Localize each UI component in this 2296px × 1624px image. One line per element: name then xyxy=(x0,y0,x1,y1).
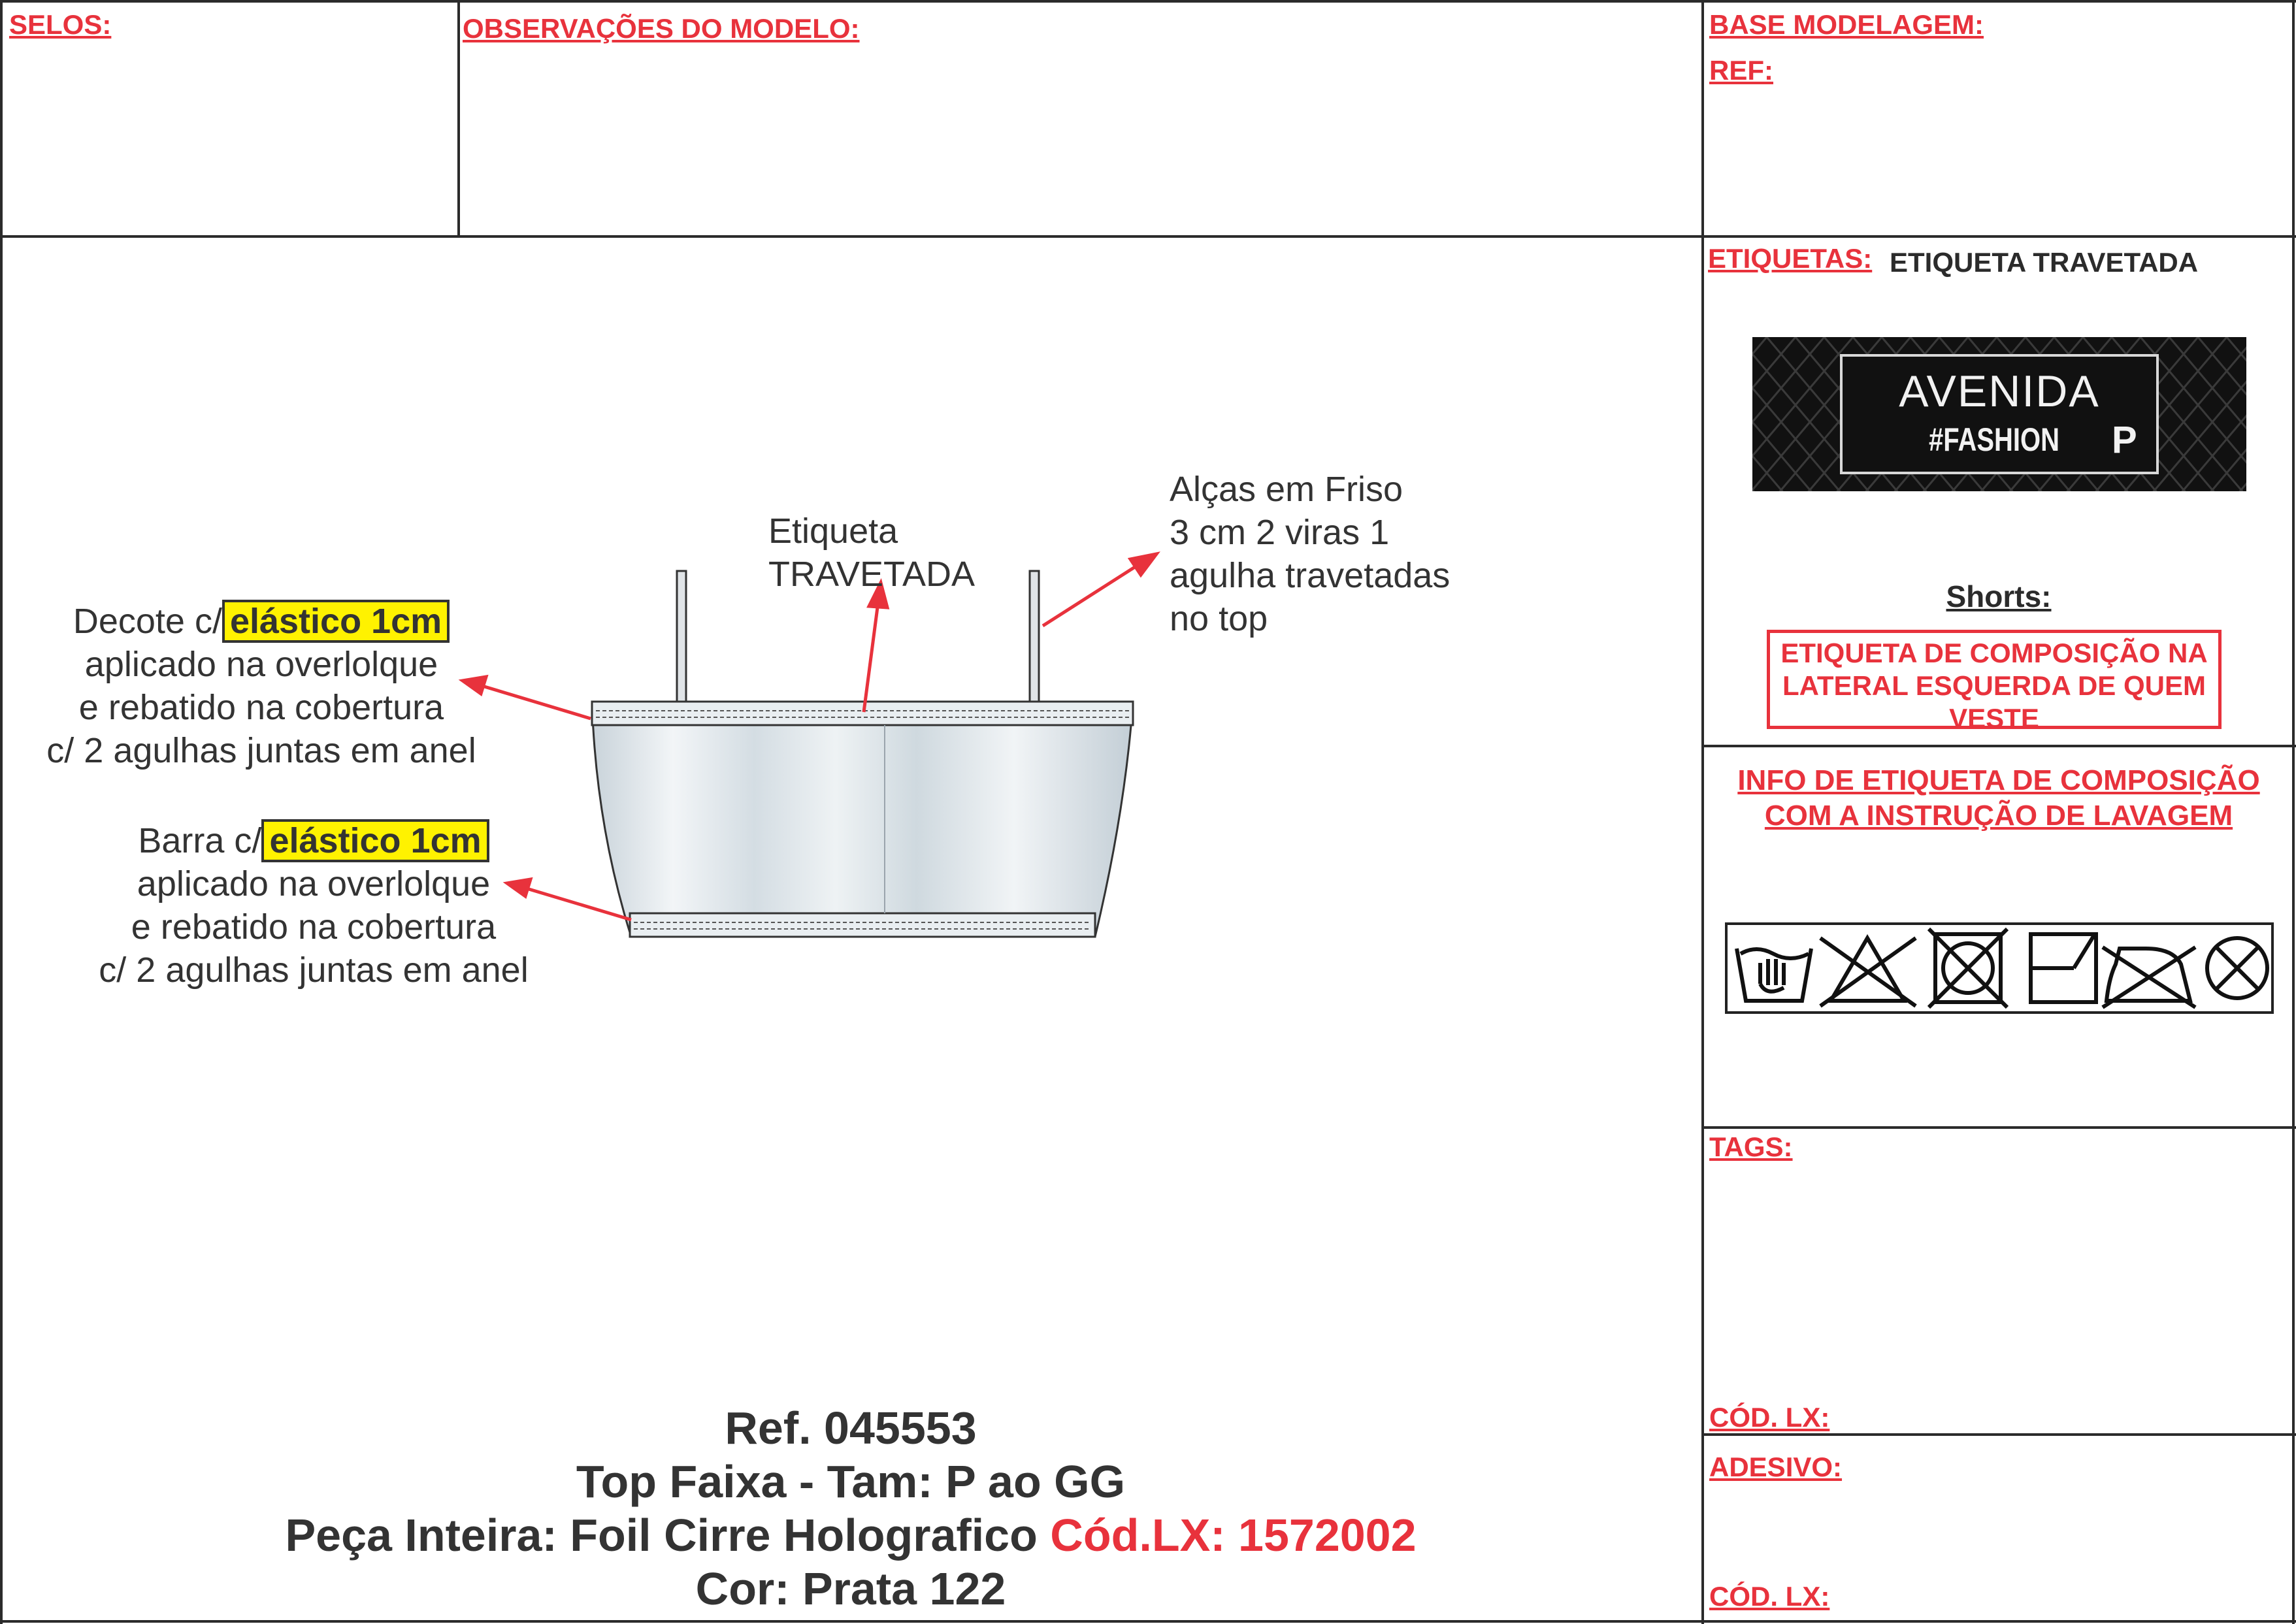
left-strap xyxy=(677,571,686,709)
product-fabric: Peça Inteira: Foil Cirre Holografico xyxy=(285,1510,1038,1561)
barra-highlight: elástico 1cm xyxy=(261,819,489,862)
decote-annotation xyxy=(13,600,510,772)
info-composicao-line-1: INFO DE ETIQUETA DE COMPOSIÇÃO xyxy=(1737,764,2260,796)
right-strap xyxy=(1030,571,1039,709)
decote-line-2: aplicado na overlolque xyxy=(84,645,438,684)
observacoes-label: OBSERVAÇÕES DO MODELO: xyxy=(463,13,860,44)
barra-line-4: c/ 2 agulhas juntas em anel xyxy=(99,950,529,990)
etiqueta-line-2: TRAVETADA xyxy=(768,555,976,594)
sidebar-divider-2 xyxy=(1701,1126,2296,1129)
product-fabric-code: Cód.LX: 1572002 xyxy=(1050,1510,1417,1561)
composicao-note-line-2: LATERAL ESQUERDA DE QUEM xyxy=(1782,670,2206,701)
decote-first-line xyxy=(13,600,510,643)
tags-label: TAGS: xyxy=(1709,1131,1793,1162)
composicao-note-line-1: ETIQUETA DE COMPOSIÇÃO NA xyxy=(1780,638,2208,668)
base-modelagem-label: BASE MODELAGEM: xyxy=(1709,9,1984,40)
etiquetas-label: ETIQUETAS: xyxy=(1708,243,1873,274)
cod-lx-label-2: CÓD. LX: xyxy=(1709,1581,1830,1612)
etiquetas-value: ETIQUETA TRAVETADA xyxy=(1890,247,2199,278)
care-symbols xyxy=(1728,925,2271,1011)
shorts-label: Shorts: xyxy=(1946,579,2052,613)
header-col-divider-1 xyxy=(457,0,460,236)
hand-wash-icon xyxy=(1737,949,1811,1001)
alcas-line-4: no top xyxy=(1170,599,1268,638)
decote-prefix: Decote c/ xyxy=(73,602,222,641)
alcas-line-2: 3 cm 2 viras 1 xyxy=(1170,513,1390,552)
adesivo-label: ADESIVO: xyxy=(1709,1452,1843,1482)
top-body xyxy=(592,702,1133,937)
brand-name: AVENIDA xyxy=(1899,366,2100,416)
product-fabric-line xyxy=(0,1509,1701,1561)
composicao-note-line-3: VESTE xyxy=(1949,703,2039,734)
do-not-dry-clean-icon xyxy=(2207,938,2267,998)
product-ref: Ref. 045553 xyxy=(725,1403,977,1453)
info-composicao-title xyxy=(1701,763,2296,834)
line-dry-icon xyxy=(2031,934,2096,1002)
brand-size: P xyxy=(2112,419,2137,461)
alcas-line-1: Alças em Friso xyxy=(1170,470,1403,509)
barra-prefix: Barra c/ xyxy=(138,821,262,860)
arrow-alcas xyxy=(1043,566,1137,626)
alcas-line-3: agulha travetadas xyxy=(1170,556,1451,595)
sidebar-divider-1 xyxy=(1701,745,2296,747)
do-not-iron-icon xyxy=(2103,947,2195,1007)
border-bottom xyxy=(0,1620,2296,1623)
etiqueta-annotation xyxy=(768,510,975,596)
arrow-etiqueta xyxy=(864,602,878,712)
decote-highlight: elástico 1cm xyxy=(222,600,450,643)
neckline-band xyxy=(592,702,1133,725)
cod-lx-label-1: CÓD. LX: xyxy=(1709,1402,1830,1433)
selos-label: SELOS: xyxy=(9,9,112,40)
ref-label: REF: xyxy=(1709,55,1773,86)
etiqueta-line-1: Etiqueta xyxy=(768,512,898,551)
composicao-note-box xyxy=(1767,630,2222,734)
do-not-tumble-dry-icon xyxy=(1929,929,2007,1007)
care-symbols-box xyxy=(1725,922,2274,1014)
info-composicao-line-2: COM A INSTRUÇÃO DE LAVAGEM xyxy=(1764,800,2233,832)
hem-band xyxy=(630,913,1095,937)
border-top xyxy=(0,0,2296,3)
alcas-annotation xyxy=(1170,468,1450,640)
barra-annotation xyxy=(65,819,562,992)
sidebar-divider-3 xyxy=(1701,1433,2296,1436)
barra-line-3: e rebatido na cobertura xyxy=(131,907,497,947)
decote-line-3: e rebatido na cobertura xyxy=(78,688,444,727)
brand-label-image xyxy=(1752,337,2246,491)
decote-line-4: c/ 2 agulhas juntas em anel xyxy=(46,731,476,770)
do-not-bleach-icon xyxy=(1820,938,1916,1006)
product-color: Cor: Prata 122 xyxy=(695,1563,1006,1614)
barra-line-2: aplicado na overlolque xyxy=(137,864,491,903)
brand-tag: #FASHION xyxy=(1929,421,2060,458)
barra-first-line xyxy=(65,819,562,862)
product-name: Top Faixa - Tam: P ao GG xyxy=(576,1456,1126,1507)
